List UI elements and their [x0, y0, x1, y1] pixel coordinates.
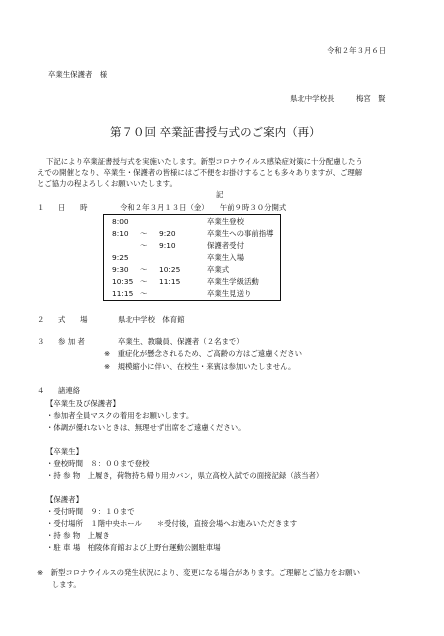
section-4-label: 諸連絡 [58, 386, 81, 395]
footer-note-line-2: します。 [37, 580, 81, 589]
intro-line-1: 下記により卒業証書授与式を実施いたします。新型コロナウイルス感染症対策に十分配慮したう [46, 157, 363, 166]
section-1-label: 日 時 [58, 203, 88, 212]
group-a-item: ・参加者全員マスクの着用をお願いします。 [46, 411, 194, 420]
sender-name: 梅宮 賢 [356, 94, 386, 103]
section-2-number: ２ [37, 315, 45, 324]
schedule-end: 10:25 [159, 265, 181, 274]
intro-line-3: とご協力の程よろしくお願いいたします。 [37, 179, 177, 188]
schedule-sep: ～ [140, 265, 148, 274]
schedule-event: 卒業生への事前指導 [207, 229, 274, 238]
schedule-row [104, 240, 282, 251]
group-a-item: ・体調が優れないときは、無理せず出席をご遠慮ください。 [46, 423, 246, 432]
section-4-number: ４ [37, 386, 45, 395]
schedule-row [104, 228, 282, 239]
schedule-sep: ～ [140, 229, 148, 238]
intro-line-2: えでの開催となり、卒業生・保護者の皆様にはご不便をお掛けすることも多々ありますが、ご理解 [37, 168, 363, 177]
section-1-number: １ [37, 203, 45, 212]
schedule-end: 9:10 [159, 241, 176, 250]
group-a-heading: 【卒業生及び保護者】 [46, 399, 120, 408]
section-3-number: ３ [37, 337, 45, 346]
schedule-event: 保護者受付 [207, 241, 244, 250]
schedule-start: 11:15 [112, 289, 134, 298]
schedule-end: 11:15 [159, 277, 181, 286]
document-title: 第７０回 卒業証書授与式のご案内（再） [110, 125, 321, 139]
section-3-note-1: ※ 重症化が懸念されるため、ご高齢の方はご遠慮ください [104, 349, 303, 358]
section-3-value: 卒業生、教職員、保護者（２名まで） [118, 337, 244, 346]
schedule-end: 9:20 [159, 229, 176, 238]
section-2-label: 式 場 [58, 315, 88, 324]
footer-note-line-1: ※ 新型コロナウイルスの発生状況により、変更になる場合があります。ご理解とご協力をお願い [37, 568, 360, 577]
document-date: 令和２年３月６日 [327, 46, 387, 55]
schedule-row [104, 276, 282, 287]
schedule-start: 10:35 [112, 277, 134, 286]
schedule-row [104, 288, 282, 299]
schedule-box [103, 214, 281, 301]
schedule-sep: ～ [140, 289, 148, 298]
section-2-value: 県北中学校 体育館 [118, 315, 185, 324]
group-b-item: ・登校時間 ８：００まで登校 [46, 459, 150, 468]
group-c-heading: 【保護者】 [46, 495, 83, 504]
schedule-event: 卒業式 [207, 265, 230, 274]
group-c-item: ・受付時間 ９：１０まで [46, 507, 135, 516]
schedule-start: 9:30 [112, 265, 129, 274]
schedule-start: 9:25 [112, 253, 129, 262]
schedule-event: 卒業生見送り [207, 289, 252, 298]
ki-label: 記 [216, 190, 224, 199]
schedule-start: 8:10 [112, 229, 129, 238]
section-1-value: 令和２年３月１３日（金） 午前９時３０分開式 [120, 203, 287, 212]
schedule-event: 卒業生登校 [207, 217, 244, 226]
schedule-row [104, 216, 282, 227]
schedule-sep: ～ [140, 277, 148, 286]
group-b-item: ・持 参 物 上履き，荷物持ち帰り用カバン，県立高校入試での面接記録（該当者） [46, 471, 324, 480]
recipient: 卒業生保護者 様 [48, 70, 108, 79]
schedule-event: 卒業生入場 [207, 253, 244, 262]
section-3-note-2: ※ 規模縮小に伴い、在校生・来賓は参加いたしません。 [104, 362, 296, 371]
schedule-row [104, 264, 282, 275]
section-3-label: 参 加 者 [58, 337, 85, 346]
schedule-event: 卒業生学級活動 [207, 277, 259, 286]
schedule-row [104, 252, 282, 263]
group-c-item: ・持 参 物 上履き [46, 531, 110, 540]
sender-title: 県北中学校長 [290, 94, 335, 103]
group-c-item: ・受付場所 １階中央ホール ＊受付後，直接会場へお進みいただきます [46, 519, 298, 528]
group-c-item: ・駐 車 場 柏陵体育館および上野台運動公園駐車場 [46, 543, 221, 552]
schedule-start: 8:00 [112, 217, 129, 226]
group-b-heading: 【卒業生】 [46, 447, 83, 456]
schedule-sep: ～ [140, 241, 148, 250]
